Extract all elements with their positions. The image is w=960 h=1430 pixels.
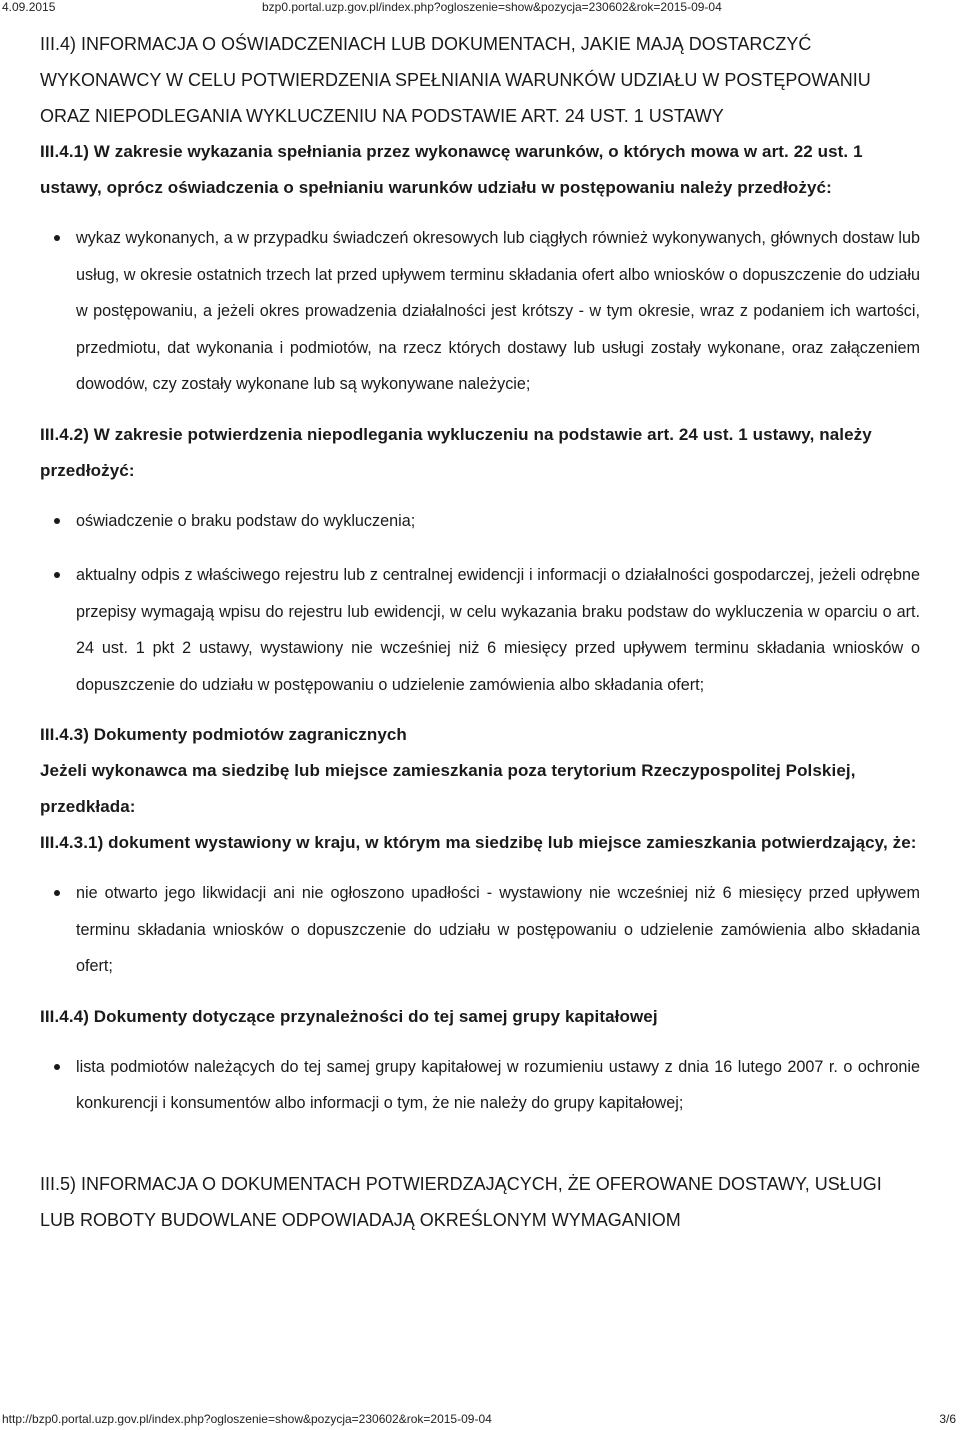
print-date: 4.09.2015: [2, 0, 56, 14]
list-item: wykaz wykonanych, a w przypadku świadczeń okresowych lub ciągłych również wykonywanych, głównych dostaw lub usług, w okresie ostatnich trzech lat przed upływem terminu składania ofert albo wniosków o dopuszczenie do udziału w postępowaniu, a jeżeli okres prowadzenia działalności jest krótszy - w tym okresie, wraz z podaniem ich wartości, przedmiotu, dat wykonania i podmiotów, na rzecz których dostawy lub usługi zostały wykonane, oraz załączeniem dowodów, czy zostały wykonane lub są wykonywane należycie;: [40, 220, 920, 403]
section-3-4-1-heading: III.4.1) W zakresie wykazania spełniania przez wykonawcę warunków, o których mowa w art. 22 ust. 1 ustawy, oprócz oświadczenia o spełnianiu warunków udziału w postępowaniu należy przedłożyć:: [40, 142, 863, 197]
footer-url: http://bzp0.portal.uzp.gov.pl/index.php?ogloszenie=show&pozycja=230602&rok=2015-09-04: [2, 1412, 492, 1426]
section-3-5-title: III.5) INFORMACJA O DOKUMENTACH POTWIERDZAJĄCYCH, ŻE OFEROWANE DOSTAWY, USŁUGI LUB ROBOTY BUDOWLANE ODPOWIADAJĄ OKREŚLONYM WYMAGANIOM: [40, 1173, 882, 1230]
section-3-4-3-intro: Jeżeli wykonawca ma siedzibę lub miejsce zamieszkania poza terytorium Rzeczypospolitej Polskiej, przedkłada:: [40, 761, 856, 816]
spacer: [40, 206, 920, 220]
spacer: [40, 1122, 920, 1166]
list-item: aktualny odpis z właściwego rejestru lub z centralnej ewidencji i informacji o działalności gospodarczej, jeżeli odrębne przepisy wymagają wpisu do rejestru lub ewidencji, w celu wykazania braku podstaw do wykluczenia w oparciu o art. 24 ust. 1 pkt 2 ustawy, wystawiony nie wcześniej niż 6 miesięcy przed upływem terminu składania wniosków o dopuszczenie do udziału w postępowaniu o udzielenie zamówienia albo składania ofert;: [40, 557, 920, 703]
section-3-4-3-heading: III.4.3) Dokumenty podmiotów zagranicznych: [40, 725, 407, 744]
spacer: [40, 861, 920, 875]
header-url: bzp0.portal.uzp.gov.pl/index.php?ogloszenie=show&pozycja=230602&rok=2015-09-04: [262, 0, 722, 14]
list-item: nie otwarto jego likwidacji ani nie ogłoszono upadłości - wystawiony nie wcześniej niż 6 miesięcy przed upływem terminu składania wniosków o dopuszczenie do udziału w postępowaniu o udzielenie zamówienia albo składania ofert;: [40, 875, 920, 985]
spacer: [40, 489, 920, 503]
section-3-4-3-1-heading: III.4.3.1) dokument wystawiony w kraju, w którym ma siedzibę lub miejsce zamieszkania potwierdzający, że:: [40, 833, 917, 852]
document-content: [40, 26, 920, 1238]
list-item: oświadczenie o braku podstaw do wykluczenia;: [40, 503, 920, 540]
spacer: [40, 703, 920, 717]
section-3-4-3-list: [40, 875, 920, 985]
list-item: lista podmiotów należących do tej samej grupy kapitałowej w rozumieniu ustawy z dnia 16 lutego 2007 r. o ochronie konkurencji i konsumentów albo informacji o tym, że nie należy do grupy kapitałowej;: [40, 1049, 920, 1122]
section-3-4-title: III.4) INFORMACJA O OŚWIADCZENIACH LUB DOKUMENTACH, JAKIE MAJĄ DOSTARCZYĆ WYKONAWCY W CELU POTWIERDZENIA SPEŁNIANIA WARUNKÓW UDZIAŁU W POSTĘPOWANIU ORAZ NIEPODLEGANIA WYKLUCZENIU NA PODSTAWIE ART. 24 UST. 1 USTAWY: [40, 34, 871, 126]
section-3-4-2-heading: III.4.2) W zakresie potwierdzenia niepodlegania wykluczeniu na podstawie art. 24 ust. 1 ustawy, należy przedłożyć:: [40, 424, 872, 480]
spacer: [40, 985, 920, 999]
spacer: [40, 1035, 920, 1049]
section-3-4-4-list: [40, 1049, 920, 1122]
section-3-4-4-heading: III.4.4) Dokumenty dotyczące przynależności do tej samej grupy kapitałowej: [40, 1006, 658, 1026]
section-3-4-2-list: [40, 503, 920, 704]
page-header: [0, 0, 960, 16]
spacer: [40, 403, 920, 417]
page-footer: [0, 1412, 960, 1428]
section-3-4-1-list: [40, 220, 920, 403]
page-number: 3/6: [939, 1412, 956, 1426]
